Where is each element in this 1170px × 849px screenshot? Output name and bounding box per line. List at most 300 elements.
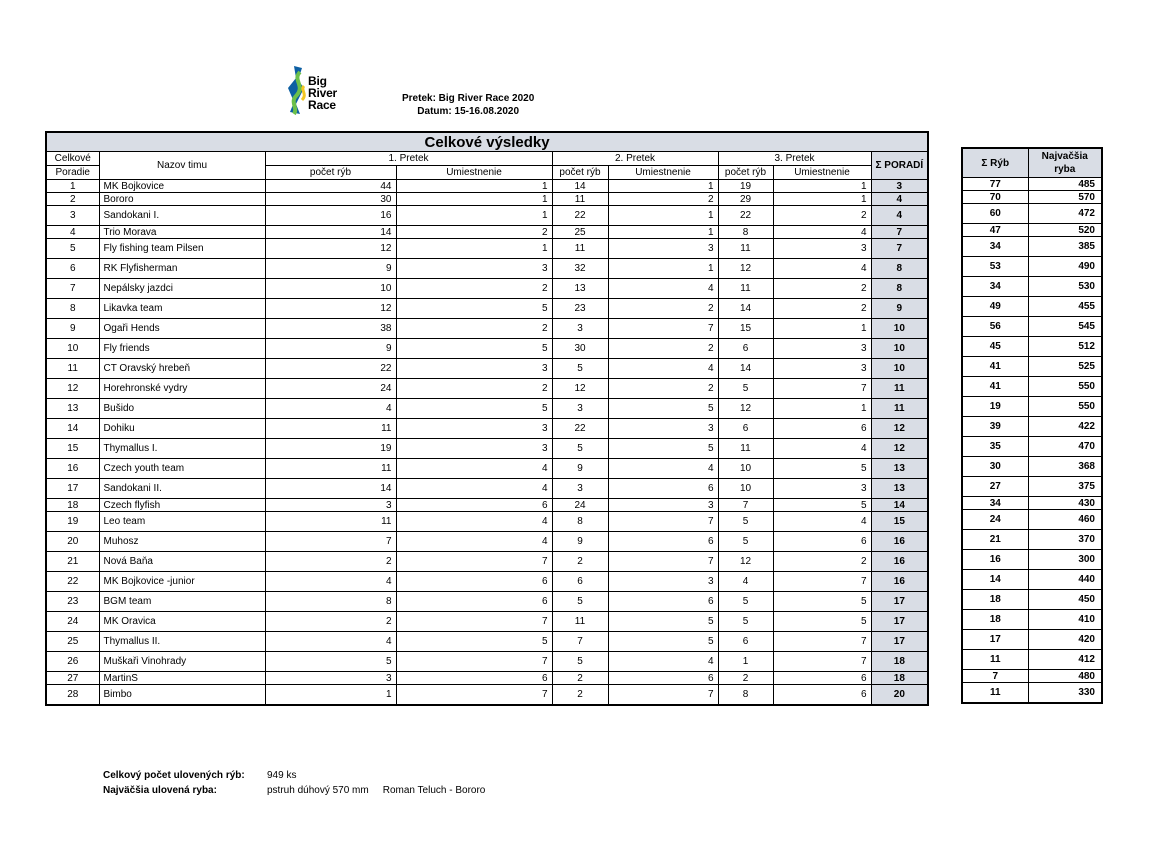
race3-fish-cell: 5 xyxy=(718,532,773,552)
summary-footer xyxy=(103,768,485,798)
rank-cell: 12 xyxy=(46,379,99,399)
table-row xyxy=(962,297,1102,317)
biggest-fish-cell: 300 xyxy=(1028,550,1102,570)
rank-cell: 7 xyxy=(46,279,99,299)
race3-fish-cell: 6 xyxy=(718,339,773,359)
race3-fish-cell: 1 xyxy=(718,652,773,672)
sum-rank-cell: 8 xyxy=(871,279,928,299)
river-logo-icon xyxy=(288,64,310,116)
rank-cell: 15 xyxy=(46,439,99,459)
team-cell: Fly friends xyxy=(99,339,265,359)
race3-place-cell: 2 xyxy=(773,299,871,319)
race1-fish-cell: 4 xyxy=(265,572,396,592)
table-row xyxy=(962,477,1102,497)
sum-fish-cell: 41 xyxy=(962,377,1028,397)
sum-fish-cell: 27 xyxy=(962,477,1028,497)
race2-fish-cell: 5 xyxy=(552,652,608,672)
race2-fish-cell: 11 xyxy=(552,612,608,632)
race3-fish-cell: 5 xyxy=(718,379,773,399)
race1-place-cell: 7 xyxy=(396,612,552,632)
race3-fish-cell: 10 xyxy=(718,459,773,479)
sum-fish-cell: 70 xyxy=(962,191,1028,204)
race1-place-cell: 6 xyxy=(396,672,552,685)
table-row xyxy=(962,204,1102,224)
table-row xyxy=(46,259,928,279)
table-row xyxy=(962,317,1102,337)
race3-fish-cell: 7 xyxy=(718,499,773,512)
race1-place-cell: 3 xyxy=(396,359,552,379)
race1-fish-cell: 12 xyxy=(265,239,396,259)
race1-fish-cell: 8 xyxy=(265,592,396,612)
sum-rank-cell: 10 xyxy=(871,359,928,379)
biggest-fish-cell: 490 xyxy=(1028,257,1102,277)
biggest-fish-cell: 430 xyxy=(1028,497,1102,510)
biggest-fish-cell: 385 xyxy=(1028,237,1102,257)
race2-place-cell: 7 xyxy=(608,552,718,572)
rank-cell: 25 xyxy=(46,632,99,652)
table-row xyxy=(46,499,928,512)
total-fish-line xyxy=(103,768,485,783)
race3-fish-cell: 29 xyxy=(718,193,773,206)
race2-place-cell: 2 xyxy=(608,193,718,206)
biggest-fish-cell: 455 xyxy=(1028,297,1102,317)
sum-fish-cell: 19 xyxy=(962,397,1028,417)
race3-place-cell: 7 xyxy=(773,379,871,399)
sum-fish-cell: 60 xyxy=(962,204,1028,224)
biggest-fish-value: pstruh dúhový 570 mm xyxy=(267,785,369,796)
biggest-fish-cell: 410 xyxy=(1028,610,1102,630)
race2-fish-cell: 6 xyxy=(552,572,608,592)
team-cell: Bušido xyxy=(99,399,265,419)
team-cell: Sandokani I. xyxy=(99,206,265,226)
team-cell: MK Bojkovice -junior xyxy=(99,572,265,592)
race1-fish-cell: 14 xyxy=(265,479,396,499)
race3-fish-cell: 11 xyxy=(718,239,773,259)
race2-place-cell: 7 xyxy=(608,319,718,339)
sum-rank-cell: 15 xyxy=(871,512,928,532)
race3-fish-cell: 5 xyxy=(718,592,773,612)
table-row xyxy=(962,497,1102,510)
race2-place-cell: 1 xyxy=(608,259,718,279)
race3-place-cell: 5 xyxy=(773,459,871,479)
header-fish-3: počet rýb xyxy=(718,166,773,180)
race2-fish-cell: 12 xyxy=(552,379,608,399)
race2-place-cell: 3 xyxy=(608,239,718,259)
sum-fish-cell: 47 xyxy=(962,224,1028,237)
rank-cell: 28 xyxy=(46,685,99,706)
sum-fish-cell: 16 xyxy=(962,550,1028,570)
table-row xyxy=(46,279,928,299)
race3-fish-cell: 8 xyxy=(718,685,773,706)
fish-summary-table xyxy=(961,147,1103,704)
race3-place-cell: 2 xyxy=(773,206,871,226)
race3-fish-cell: 8 xyxy=(718,226,773,239)
race2-place-cell: 2 xyxy=(608,379,718,399)
race2-place-cell: 6 xyxy=(608,672,718,685)
table-row xyxy=(46,592,928,612)
race2-fish-cell: 2 xyxy=(552,552,608,572)
race2-place-cell: 3 xyxy=(608,419,718,439)
race1-fish-cell: 7 xyxy=(265,532,396,552)
biggest-fish-cell: 412 xyxy=(1028,650,1102,670)
table-row xyxy=(962,683,1102,704)
sum-fish-cell: 53 xyxy=(962,257,1028,277)
sum-fish-cell: 17 xyxy=(962,630,1028,650)
header-team: Nazov timu xyxy=(99,152,265,180)
race1-fish-cell: 19 xyxy=(265,439,396,459)
table-row xyxy=(962,337,1102,357)
rank-cell: 2 xyxy=(46,193,99,206)
team-cell: Nepálsky jazdci xyxy=(99,279,265,299)
rank-cell: 22 xyxy=(46,572,99,592)
biggest-fish-angler: Roman Teluch - Bororo xyxy=(382,785,486,796)
sum-rank-cell: 17 xyxy=(871,612,928,632)
race2-fish-cell: 30 xyxy=(552,339,608,359)
table-row xyxy=(46,439,928,459)
race3-place-cell: 1 xyxy=(773,180,871,193)
race2-place-cell: 1 xyxy=(608,226,718,239)
team-cell: Muškaři Vinohrady xyxy=(99,652,265,672)
sum-fish-cell: 18 xyxy=(962,610,1028,630)
team-cell: CT Oravský hrebeň xyxy=(99,359,265,379)
race1-fish-cell: 2 xyxy=(265,552,396,572)
race2-place-cell: 5 xyxy=(608,632,718,652)
team-cell: MK Bojkovice xyxy=(99,180,265,193)
team-cell: MartinS xyxy=(99,672,265,685)
race3-place-cell: 3 xyxy=(773,239,871,259)
sum-fish-cell: 34 xyxy=(962,237,1028,257)
header-rank-line1: Celkové xyxy=(46,152,99,166)
sum-fish-cell: 49 xyxy=(962,297,1028,317)
table-row xyxy=(962,530,1102,550)
biggest-fish-cell: 330 xyxy=(1028,683,1102,704)
table-row xyxy=(962,437,1102,457)
race2-place-cell: 4 xyxy=(608,279,718,299)
race1-place-cell: 6 xyxy=(396,572,552,592)
race1-place-cell: 1 xyxy=(396,180,552,193)
race1-fish-cell: 2 xyxy=(265,612,396,632)
biggest-fish-cell: 530 xyxy=(1028,277,1102,297)
team-cell: Leo team xyxy=(99,512,265,532)
table-row xyxy=(46,193,928,206)
race2-fish-cell: 22 xyxy=(552,419,608,439)
race1-place-cell: 6 xyxy=(396,499,552,512)
table-row xyxy=(46,459,928,479)
sum-fish-cell: 7 xyxy=(962,670,1028,683)
rank-cell: 27 xyxy=(46,672,99,685)
table-row xyxy=(46,612,928,632)
race3-fish-cell: 12 xyxy=(718,552,773,572)
race3-place-cell: 5 xyxy=(773,612,871,632)
sum-rank-cell: 7 xyxy=(871,239,928,259)
header-sum-fish: Σ Rýb xyxy=(962,148,1028,178)
race2-fish-cell: 32 xyxy=(552,259,608,279)
biggest-fish-cell: 520 xyxy=(1028,224,1102,237)
race1-place-cell: 5 xyxy=(396,399,552,419)
race3-fish-cell: 10 xyxy=(718,479,773,499)
table-row xyxy=(46,672,928,685)
table-row xyxy=(46,379,928,399)
race3-place-cell: 1 xyxy=(773,319,871,339)
race1-fish-cell: 38 xyxy=(265,319,396,339)
sum-fish-cell: 41 xyxy=(962,357,1028,377)
header-fish-1: počet rýb xyxy=(265,166,396,180)
race2-fish-cell: 25 xyxy=(552,226,608,239)
race3-fish-cell: 19 xyxy=(718,180,773,193)
biggest-fish-cell: 550 xyxy=(1028,377,1102,397)
team-cell: Czech youth team xyxy=(99,459,265,479)
table-row xyxy=(46,419,928,439)
race2-fish-cell: 7 xyxy=(552,632,608,652)
race3-place-cell: 1 xyxy=(773,193,871,206)
race3-fish-cell: 15 xyxy=(718,319,773,339)
race1-fish-cell: 10 xyxy=(265,279,396,299)
race3-place-cell: 7 xyxy=(773,632,871,652)
sum-rank-cell: 13 xyxy=(871,479,928,499)
rank-cell: 19 xyxy=(46,512,99,532)
race2-fish-cell: 2 xyxy=(552,672,608,685)
biggest-fish-cell: 460 xyxy=(1028,510,1102,530)
race1-place-cell: 6 xyxy=(396,592,552,612)
sum-rank-cell: 8 xyxy=(871,259,928,279)
race1-fish-cell: 16 xyxy=(265,206,396,226)
race1-fish-cell: 14 xyxy=(265,226,396,239)
sum-rank-cell: 12 xyxy=(871,439,928,459)
biggest-fish-cell: 470 xyxy=(1028,437,1102,457)
rank-cell: 23 xyxy=(46,592,99,612)
rank-cell: 5 xyxy=(46,239,99,259)
race3-place-cell: 6 xyxy=(773,685,871,706)
race3-place-cell: 7 xyxy=(773,652,871,672)
biggest-fish-cell: 420 xyxy=(1028,630,1102,650)
race3-place-cell: 6 xyxy=(773,672,871,685)
table-row xyxy=(46,206,928,226)
race2-fish-cell: 3 xyxy=(552,399,608,419)
total-fish-value: 949 ks xyxy=(267,770,297,781)
race2-fish-cell: 5 xyxy=(552,359,608,379)
sum-fish-cell: 34 xyxy=(962,497,1028,510)
sum-rank-cell: 14 xyxy=(871,499,928,512)
sum-rank-cell: 20 xyxy=(871,685,928,706)
table-title: Celkové výsledky xyxy=(46,132,928,152)
race2-place-cell: 2 xyxy=(608,339,718,359)
table-row xyxy=(46,180,928,193)
race1-place-cell: 1 xyxy=(396,206,552,226)
race2-place-cell: 5 xyxy=(608,399,718,419)
header-rank-line2: Poradie xyxy=(46,166,99,180)
rank-cell: 3 xyxy=(46,206,99,226)
sum-rank-cell: 16 xyxy=(871,552,928,572)
rank-cell: 16 xyxy=(46,459,99,479)
rank-cell: 24 xyxy=(46,612,99,632)
race1-place-cell: 4 xyxy=(396,532,552,552)
race3-place-cell: 3 xyxy=(773,359,871,379)
race1-place-cell: 3 xyxy=(396,439,552,459)
header-race-1: 1. Pretek xyxy=(265,152,552,166)
rank-cell: 20 xyxy=(46,532,99,552)
biggest-fish-cell: 525 xyxy=(1028,357,1102,377)
race-info xyxy=(402,92,534,118)
race1-fish-cell: 4 xyxy=(265,399,396,419)
race1-fish-cell: 5 xyxy=(265,652,396,672)
sum-rank-cell: 10 xyxy=(871,319,928,339)
table-row xyxy=(962,630,1102,650)
team-cell: Horehronské vydry xyxy=(99,379,265,399)
sum-rank-cell: 16 xyxy=(871,532,928,552)
table-row xyxy=(962,417,1102,437)
race1-fish-cell: 22 xyxy=(265,359,396,379)
race2-place-cell: 7 xyxy=(608,512,718,532)
race3-fish-cell: 11 xyxy=(718,279,773,299)
race3-fish-cell: 6 xyxy=(718,632,773,652)
table-row xyxy=(962,191,1102,204)
total-fish-label: Celkový počet ulovených rýb: xyxy=(103,770,245,781)
rank-cell: 18 xyxy=(46,499,99,512)
logo-word-river: River xyxy=(308,86,338,100)
table-row xyxy=(962,277,1102,297)
table-row xyxy=(46,359,928,379)
race3-place-cell: 4 xyxy=(773,259,871,279)
race2-place-cell: 3 xyxy=(608,499,718,512)
sum-rank-cell: 17 xyxy=(871,592,928,612)
race1-fish-cell: 30 xyxy=(265,193,396,206)
race2-fish-cell: 9 xyxy=(552,459,608,479)
header-fish-2: počet rýb xyxy=(552,166,608,180)
race2-place-cell: 4 xyxy=(608,652,718,672)
table-row xyxy=(46,339,928,359)
race1-place-cell: 7 xyxy=(396,685,552,706)
race1-place-cell: 5 xyxy=(396,632,552,652)
sum-rank-cell: 3 xyxy=(871,180,928,193)
race2-fish-cell: 2 xyxy=(552,685,608,706)
race2-fish-cell: 23 xyxy=(552,299,608,319)
team-cell: Ogaři Hends xyxy=(99,319,265,339)
biggest-fish-cell: 472 xyxy=(1028,204,1102,224)
race3-fish-cell: 4 xyxy=(718,572,773,592)
biggest-fish-cell: 422 xyxy=(1028,417,1102,437)
sum-fish-cell: 18 xyxy=(962,590,1028,610)
race3-fish-cell: 11 xyxy=(718,439,773,459)
team-cell: Dohiku xyxy=(99,419,265,439)
biggest-fish-cell: 570 xyxy=(1028,191,1102,204)
race2-fish-cell: 11 xyxy=(552,193,608,206)
race2-fish-cell: 24 xyxy=(552,499,608,512)
race3-fish-cell: 12 xyxy=(718,399,773,419)
race3-place-cell: 4 xyxy=(773,226,871,239)
team-cell: Nová Baňa xyxy=(99,552,265,572)
race2-place-cell: 6 xyxy=(608,479,718,499)
race1-place-cell: 2 xyxy=(396,319,552,339)
table-row xyxy=(962,590,1102,610)
team-cell: RK Flyfisherman xyxy=(99,259,265,279)
race1-fish-cell: 9 xyxy=(265,259,396,279)
biggest-fish-cell: 450 xyxy=(1028,590,1102,610)
biggest-fish-cell: 375 xyxy=(1028,477,1102,497)
race3-fish-cell: 22 xyxy=(718,206,773,226)
header-biggest-fish: Najvačšia ryba xyxy=(1028,148,1102,178)
sum-rank-cell: 16 xyxy=(871,572,928,592)
table-row xyxy=(46,319,928,339)
table-row xyxy=(46,532,928,552)
race2-fish-cell: 5 xyxy=(552,592,608,612)
race-name: Pretek: Big River Race 2020 xyxy=(402,93,535,104)
team-cell: Sandokani II. xyxy=(99,479,265,499)
race2-fish-cell: 14 xyxy=(552,180,608,193)
sum-rank-cell: 9 xyxy=(871,299,928,319)
sum-rank-cell: 4 xyxy=(871,206,928,226)
race1-place-cell: 4 xyxy=(396,479,552,499)
sum-rank-cell: 11 xyxy=(871,379,928,399)
team-cell: Muhosz xyxy=(99,532,265,552)
rank-cell: 11 xyxy=(46,359,99,379)
rank-cell: 10 xyxy=(46,339,99,359)
sum-fish-cell: 24 xyxy=(962,510,1028,530)
sum-fish-cell: 14 xyxy=(962,570,1028,590)
race-date: Datum: 15-16.08.2020 xyxy=(417,106,520,117)
table-row xyxy=(46,512,928,532)
race2-place-cell: 4 xyxy=(608,359,718,379)
table-row xyxy=(46,479,928,499)
sum-fish-cell: 21 xyxy=(962,530,1028,550)
race1-place-cell: 5 xyxy=(396,339,552,359)
table-row xyxy=(46,632,928,652)
race2-fish-cell: 22 xyxy=(552,206,608,226)
race2-fish-cell: 5 xyxy=(552,439,608,459)
race1-place-cell: 7 xyxy=(396,552,552,572)
biggest-fish-cell: 545 xyxy=(1028,317,1102,337)
table-row xyxy=(962,237,1102,257)
race3-fish-cell: 6 xyxy=(718,419,773,439)
race3-place-cell: 5 xyxy=(773,592,871,612)
header-place-3: Umiestnenie xyxy=(773,166,871,180)
sum-fish-cell: 56 xyxy=(962,317,1028,337)
sum-rank-cell: 4 xyxy=(871,193,928,206)
rank-cell: 17 xyxy=(46,479,99,499)
team-cell: Thymallus II. xyxy=(99,632,265,652)
race1-fish-cell: 3 xyxy=(265,499,396,512)
sum-fish-cell: 45 xyxy=(962,337,1028,357)
table-row xyxy=(46,226,928,239)
race3-fish-cell: 5 xyxy=(718,512,773,532)
race1-place-cell: 2 xyxy=(396,279,552,299)
race3-place-cell: 4 xyxy=(773,439,871,459)
race3-place-cell: 3 xyxy=(773,339,871,359)
race1-fish-cell: 1 xyxy=(265,685,396,706)
header-race-2: 2. Pretek xyxy=(552,152,718,166)
biggest-fish-cell: 480 xyxy=(1028,670,1102,683)
biggest-fish-cell: 440 xyxy=(1028,570,1102,590)
race1-fish-cell: 12 xyxy=(265,299,396,319)
biggest-fish-line xyxy=(103,783,485,798)
race3-place-cell: 2 xyxy=(773,552,871,572)
race2-place-cell: 2 xyxy=(608,299,718,319)
table-row xyxy=(46,685,928,706)
table-row xyxy=(962,570,1102,590)
sum-fish-cell: 35 xyxy=(962,437,1028,457)
race1-fish-cell: 11 xyxy=(265,459,396,479)
race3-place-cell: 1 xyxy=(773,399,871,419)
sum-rank-cell: 18 xyxy=(871,652,928,672)
sum-rank-cell: 11 xyxy=(871,399,928,419)
table-row xyxy=(962,397,1102,417)
race3-place-cell: 3 xyxy=(773,479,871,499)
race2-place-cell: 6 xyxy=(608,532,718,552)
sum-rank-cell: 12 xyxy=(871,419,928,439)
team-cell: Bororo xyxy=(99,193,265,206)
rank-cell: 4 xyxy=(46,226,99,239)
race3-fish-cell: 12 xyxy=(718,259,773,279)
race1-fish-cell: 24 xyxy=(265,379,396,399)
